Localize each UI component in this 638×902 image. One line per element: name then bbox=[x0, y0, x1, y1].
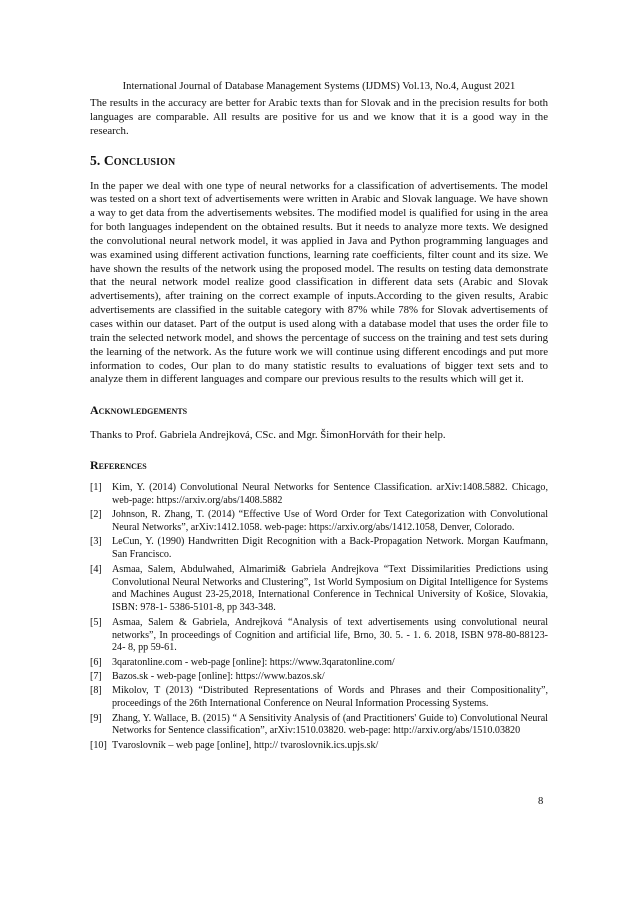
reference-number: [1] bbox=[90, 482, 102, 494]
reference-item bbox=[90, 671, 548, 684]
acknowledgements-heading: Acknowledgements bbox=[90, 403, 188, 418]
reference-item bbox=[90, 509, 548, 535]
reference-number: [9] bbox=[90, 712, 102, 724]
reference-item bbox=[90, 685, 548, 711]
reference-item bbox=[90, 740, 548, 753]
reference-text: Johnson, R. Zhang, T. (2014) “Effective Use of Word Order for Text Categorization with Convolutional Neural Networks”, arXiv:1412.1058. web-page: https://arxiv.org/abs/1412.1058, Denver, Colorado. bbox=[112, 509, 548, 534]
reference-item bbox=[90, 657, 548, 670]
reference-text: Tvaroslovník – web page [online], http:// tvaroslovnik.ics.upjs.sk/ bbox=[112, 739, 379, 751]
reference-item bbox=[90, 536, 548, 562]
reference-number: [7] bbox=[90, 671, 102, 683]
reference-number: [5] bbox=[90, 616, 102, 628]
reference-number: [3] bbox=[90, 536, 102, 548]
reference-number: [8] bbox=[90, 685, 102, 697]
page-number: 8 bbox=[538, 796, 544, 807]
reference-text: Zhang, Y. Wallace, B. (2015) “ A Sensitivity Analysis of (and Practitioners' Guide to) Convolutional Neural Networks for Sentence classification”, arXiv:1510.03820. web-page: http://arxiv.org/abs/1510.03820 bbox=[112, 712, 548, 737]
running-header: International Journal of Database Management Systems (IJDMS) Vol.13, No.4, August 2021 bbox=[122, 81, 516, 92]
references-heading: References bbox=[90, 458, 147, 473]
reference-text: 3qaratonline.com - web-page [online]: https://www.3qaratonline.com/ bbox=[112, 656, 395, 668]
reference-item bbox=[90, 482, 548, 508]
references-list bbox=[90, 482, 548, 753]
intro-paragraph: The results in the accuracy are better for Arabic texts than for Slovak and in the precision results for both languages are comparable. All results are positive for us and we know that it is a good way in the research. bbox=[90, 97, 548, 137]
reference-text: Kim, Y. (2014) Convolutional Neural Networks for Sentence Classification. arXiv:1408.5882. Chicago, web-page: https://arxiv.org/abs/1408.5882 bbox=[112, 482, 548, 506]
reference-text: LeCun, Y. (1990) Handwritten Digit Recognition with a Back-Propagation Network. Morgan Kaufmann, San Francisco. bbox=[112, 536, 548, 561]
reference-item bbox=[90, 564, 548, 616]
reference-item bbox=[90, 713, 548, 739]
reference-text: Asmaa, Salem & Gabriela, Andrejková “Analysis of text advertisements using convolutional neural networks”, In proceedings of Cognition and artificial life, Brno, 30. 5. - 1. 6. 2018, ISBN 978-80-88123-24- 8, pp 59-61. bbox=[112, 616, 548, 654]
reference-text: Mikolov, T (2013) “Distributed Representations of Words and Phrases and their Compositionality”, proceedings of the 26th International Conference on Neural Information Processing Systems. bbox=[112, 685, 548, 710]
reference-number: [6] bbox=[90, 656, 102, 668]
reference-number: [4] bbox=[90, 563, 102, 575]
reference-number: [10] bbox=[90, 739, 107, 751]
reference-item bbox=[90, 617, 548, 656]
reference-text: Bazos.sk - web-page [online]: https://www.bazos.sk/ bbox=[112, 671, 325, 683]
reference-text: Asmaa, Salem, Abdulwahed, Almarimi& Gabriela Andrejkova “Text Dissimilarities Predictions using Convolutional Neural Networks and Clustering”, 1st World Symposium on Digital Intelligence for Systems and Machines August 23-25,2018, International Conference in Technical University of Košice, Slovakia, ISBN: 978-1- 5386-5101-8, pp 343-348. bbox=[112, 563, 548, 614]
acknowledgements-text: Thanks to Prof. Gabriela Andrejková, CSc. and Mgr. ŠimonHorváth for their help. bbox=[90, 429, 446, 442]
page-content bbox=[90, 97, 548, 754]
conclusion-paragraph: In the paper we deal with one type of neural networks for a classification of advertisements. The model was tested on a short text of advertisements were written in Arabic and Slovak language. We have shown a way to get data from the advertisements websites. The modified model is qualified for using in the area for both languages independent on the obtained results. But it needs to analyze more texts. We designed the convolutional neural network model, it was applied in Java and Python programming languages and was examined using different activation functions, learning rate coefficients, filter count and its size. We have shown the results of the network using the proposed model. The results on testing data demonstrate that the neural network model realize good classification in different data sets (Arabic and Slovak advertisements), after training on the correct example of inputs.According to the given results, Arabic advertisements are classified in the suitable category with 87% while 78% for Slovak advertisements of cases within our dataset. Part of the output is used along with a database model that uses the order file to train the selected network model, and shows the percentage of success on the training and test sets during the learning of the network. As the future work we will continue using different encodings and put more information to codes, Our plan to do many statistic results to evaluations of bigger text sets and to analyze them in different languages and compare our previous results to the results which will get it. bbox=[90, 179, 548, 386]
reference-number: [2] bbox=[90, 509, 102, 521]
conclusion-heading: 5. Conclusion bbox=[90, 152, 176, 168]
